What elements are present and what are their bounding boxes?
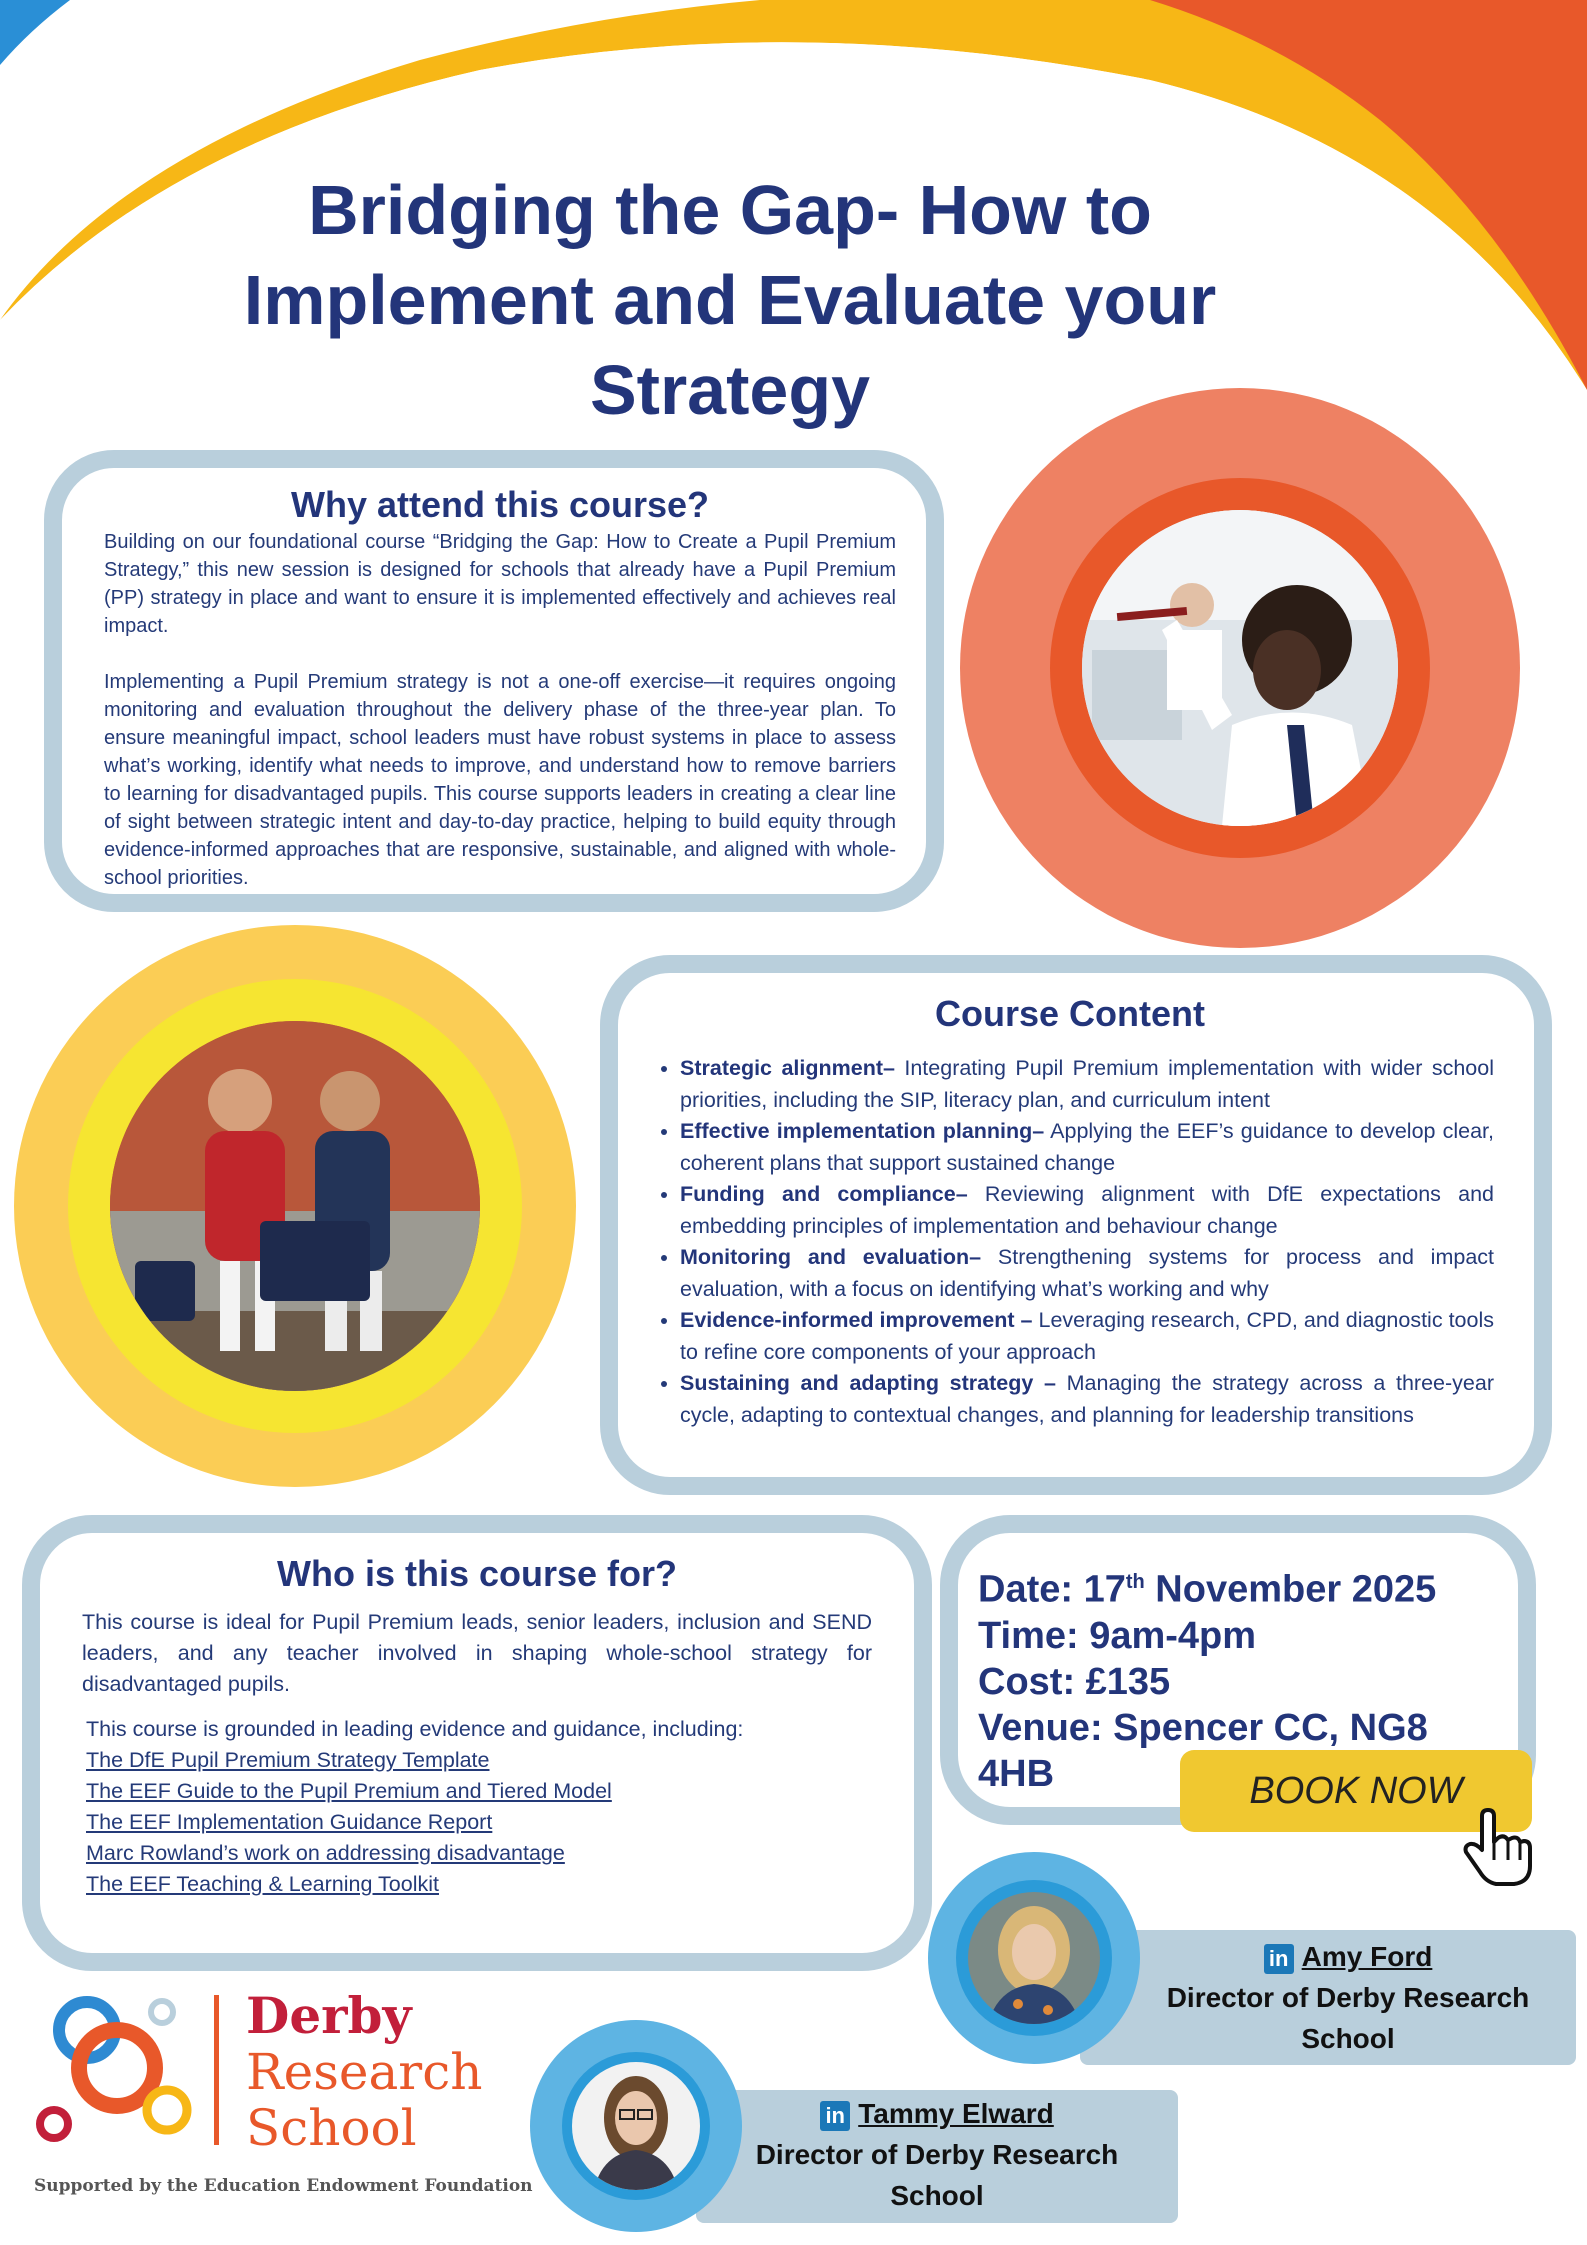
course-content-item-title: Sustaining and adapting strategy – — [680, 1371, 1056, 1395]
course-content-item-text: Strengthening systems for process and impact evaluation, with a focus on identifying what’s working and why — [680, 1245, 1494, 1301]
course-content-item — [680, 1053, 1494, 1116]
course-content-item-title: Effective implementation planning– — [680, 1119, 1045, 1143]
course-content-item — [680, 1116, 1494, 1179]
evidence-link[interactable]: The DfE Pupil Premium Strategy Template — [86, 1748, 490, 1772]
date-text: Date: 17th November 2025 — [978, 1568, 1437, 1611]
amy-ford-role-line-2: School — [1301, 2023, 1395, 2054]
who-evidence-intro: This course is grounded in leading evidence and guidance, including: — [86, 1717, 744, 1741]
evidence-link[interactable]: The EEF Teaching & Learning Toolkit — [86, 1872, 439, 1896]
course-content-panel — [600, 955, 1552, 1495]
venue-text: Venue: Spencer CC, NG8 4HB — [978, 1706, 1428, 1795]
logo-tagline: Supported by the Education Endowment Foundation — [34, 2176, 533, 2196]
course-content-heading: Course Content — [935, 993, 1205, 1034]
why-attend-paragraph-1: Building on our foundational course “Bridging the Gap: How to Create a Pupil Premium Strategy,” this new session is designed for schools that already have a Pupil Premium (PP) strategy in place and want to ensure it is implemented effectively and achieves real impact. — [104, 531, 896, 637]
evidence-link[interactable]: The EEF Implementation Guidance Report — [86, 1810, 493, 1834]
tammy-elward-role-line-1: Director of Derby Research — [755, 2139, 1119, 2170]
derby-research-school-logo-mark — [32, 1990, 202, 2150]
who-evidence-links — [82, 1745, 872, 1900]
derby-research-school-logo-text — [246, 1988, 482, 2156]
page-title — [180, 165, 1280, 435]
linkedin-icon[interactable]: in — [820, 2101, 850, 2131]
amy-ford-role-line-1: Director of Derby Research — [1166, 1982, 1530, 2013]
course-content-item-text: Applying the EEF’s guidance to develop clear, coherent plans that support sustained change — [680, 1119, 1494, 1175]
course-content-item-text: Reviewing alignment with DfE expectations and embedding principles of implementation and behaviour change — [680, 1182, 1494, 1238]
amy-ford-card — [1080, 1930, 1576, 2065]
tammy-elward-role-line-2: School — [890, 2180, 984, 2211]
course-content-item-title: Monitoring and evaluation– — [680, 1245, 982, 1269]
logo-word-school: School — [246, 2099, 417, 2157]
course-content-item-text: Integrating Pupil Premium implementation with wider school priorities, including the SIP, literacy plan, and curriculum intent — [680, 1056, 1494, 1112]
logo-word-derby: Derby — [246, 1986, 412, 2045]
why-attend-paragraph-2: Implementing a Pupil Premium strategy is not a one-off exercise—it requires ongoing monitoring and evaluation throughout the delivery phase of the three-year plan. To ensure meaningful impact, school leaders must have robust systems in place to assess what’s working, identify what needs to improve, and understand how to remove barriers to learning for disadvantaged pupils. This course supports leaders in creating a clear line of sight between strategic intent and day-to-day practice, helping to build equity through evidence-informed approaches that are responsive, sustainable, and aligned with whole-school priorities. — [104, 671, 896, 889]
amy-ford-name-link[interactable]: Amy Ford — [1301, 1941, 1433, 1972]
pupil-writing-photo — [1082, 510, 1398, 826]
title-line-3: Strategy — [589, 351, 871, 429]
evidence-link[interactable]: The EEF Guide to the Pupil Premium and Tiered Model — [86, 1779, 612, 1803]
title-line-2: Implement and Evaluate your — [243, 261, 1217, 339]
time-text: Time: 9am-4pm — [978, 1614, 1257, 1657]
course-content-item — [680, 1368, 1494, 1431]
why-attend-heading: Why attend this course? — [290, 484, 710, 525]
course-content-item-title: Funding and compliance– — [680, 1182, 968, 1206]
course-content-list — [646, 1053, 1494, 1431]
tammy-elward-card — [696, 2090, 1178, 2223]
book-now-label: BOOK NOW — [1249, 1769, 1463, 1812]
tammy-elward-avatar — [572, 2062, 700, 2190]
evidence-link[interactable]: Marc Rowland’s work on addressing disadvantage — [86, 1841, 565, 1865]
title-line-1: Bridging the Gap- How to — [308, 171, 1152, 249]
why-attend-panel — [44, 450, 944, 912]
amy-ford-avatar — [968, 1892, 1100, 2024]
who-paragraph: This course is ideal for Pupil Premium leads, senior leaders, inclusion and SEND leaders, and any teacher involved in shaping whole-school strategy for disadvantaged pupils. — [82, 1610, 872, 1696]
who-heading: Who is this course for? — [276, 1553, 678, 1594]
course-content-item — [680, 1179, 1494, 1242]
children-with-bags-photo — [110, 1021, 480, 1391]
course-content-item-text: Managing the strategy across a three-year cycle, adapting to contextual changes, and planning for leadership transitions — [680, 1371, 1494, 1427]
pointer-hand-icon — [1460, 1808, 1540, 1888]
course-content-item-title: Strategic alignment– — [680, 1056, 895, 1080]
course-content-item-title: Evidence-informed improvement – — [680, 1308, 1033, 1332]
who-panel — [22, 1515, 932, 1971]
logo-divider — [214, 1995, 219, 2145]
logo-word-research: Research — [246, 2043, 483, 2101]
linkedin-icon[interactable]: in — [1264, 1944, 1294, 1974]
course-content-item-text: Leveraging research, CPD, and diagnostic tools to refine core components of your approach — [680, 1308, 1494, 1364]
cost-text: Cost: £135 — [978, 1660, 1171, 1703]
tammy-elward-name-link[interactable]: Tammy Elward — [858, 2098, 1054, 2129]
course-content-item — [680, 1242, 1494, 1305]
course-content-item — [680, 1305, 1494, 1368]
